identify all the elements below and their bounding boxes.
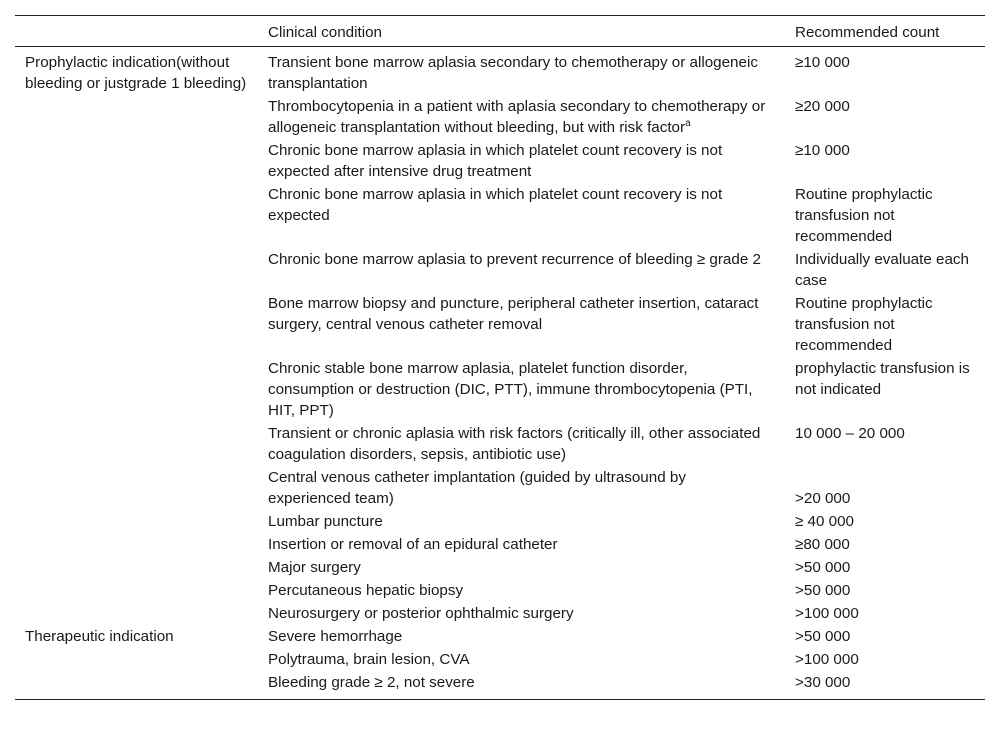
group-cell-empty	[15, 649, 268, 672]
recommended-count-cell: >100 000	[795, 651, 859, 668]
clinical-condition-cell: Transient or chronic aplasia with risk factors (critically ill, other associated coagulation disorders, sepsis, antibiotic use)	[268, 425, 761, 463]
group-cell-empty	[15, 249, 268, 293]
recommended-count-cell: >50 000	[795, 559, 851, 576]
clinical-condition-cell: Bone marrow biopsy and puncture, peripheral catheter insertion, cataract surgery, central venous catheter removal	[268, 295, 759, 333]
group-cell-empty	[15, 672, 268, 700]
clinical-condition-cell: Bleeding grade ≥ 2, not severe	[268, 672, 795, 700]
condition-text: Thrombocytopenia in a patient with aplasia secondary to chemotherapy or allogeneic transplantation without bleeding, but with risk factor	[268, 98, 766, 136]
header-group	[15, 16, 268, 47]
clinical-condition-cell: Chronic stable bone marrow aplasia, platelet function disorder, consumption or destruction (DIC, PTT), immune thrombocytopenia (PTI, HIT, PPT)	[268, 360, 753, 419]
clinical-condition-cell: Chronic bone marrow aplasia to prevent recurrence of bleeding ≥ grade 2	[268, 251, 761, 268]
table-row	[15, 511, 985, 534]
group-cell-empty	[15, 184, 268, 249]
table-row	[15, 672, 985, 700]
table-row	[15, 249, 985, 293]
table-row	[15, 603, 985, 626]
recommended-count-cell: Routine prophylactic transfusion not recommended	[795, 186, 933, 245]
recommended-count-cell: >50 000	[795, 628, 851, 645]
group-cell-empty	[15, 358, 268, 423]
header-clinical-condition: Clinical condition	[268, 16, 795, 47]
table-row	[15, 580, 985, 603]
table-row	[15, 626, 985, 649]
clinical-condition-cell: Chronic bone marrow aplasia in which platelet count recovery is not expected	[268, 186, 723, 224]
recommended-count-cell: >100 000	[795, 605, 859, 622]
recommended-count-cell: >50 000	[795, 582, 851, 599]
group-cell-empty	[15, 603, 268, 626]
table-row	[15, 293, 985, 358]
footnote-marker: a	[685, 117, 691, 129]
table-row	[15, 467, 985, 511]
table-body	[15, 47, 985, 700]
group-cell-empty	[15, 557, 268, 580]
recommended-count-cell: >30 000	[795, 672, 985, 700]
platelet-transfusion-table	[15, 15, 985, 700]
group-label-prophylactic: Prophylactic indication(without bleeding or justgrade 1 bleeding)	[25, 54, 247, 92]
table-row	[15, 557, 985, 580]
table-row	[15, 96, 985, 140]
clinical-condition-cell: Polytrauma, brain lesion, CVA	[268, 651, 470, 668]
clinical-condition-cell: Percutaneous hepatic biopsy	[268, 582, 464, 599]
group-cell-empty	[15, 140, 268, 184]
recommended-count-cell: Individually evaluate each case	[795, 251, 969, 289]
recommended-count-cell: 10 000 – 20 000	[795, 425, 905, 442]
header-row	[15, 16, 985, 47]
platelet-transfusion-table-container	[15, 15, 985, 700]
table-row	[15, 47, 985, 97]
recommended-count-cell: Routine prophylactic transfusion not recommended	[795, 295, 933, 354]
group-cell-empty	[15, 96, 268, 140]
table-header	[15, 16, 985, 47]
clinical-condition-cell: Insertion or removal of an epidural catheter	[268, 536, 558, 553]
table-row	[15, 358, 985, 423]
recommended-count-cell: ≥10 000	[795, 142, 850, 159]
group-cell-empty	[15, 423, 268, 467]
recommended-count-cell: prophylactic transfusion is not indicated	[795, 360, 970, 398]
group-cell-empty	[15, 511, 268, 534]
clinical-condition-cell: Major surgery	[268, 559, 361, 576]
clinical-condition-cell: Lumbar puncture	[268, 513, 383, 530]
clinical-condition-cell	[268, 96, 795, 140]
group-label-therapeutic: Therapeutic indication	[25, 628, 174, 645]
group-cell-empty	[15, 534, 268, 557]
group-cell-empty	[15, 467, 268, 511]
clinical-condition-cell: Transient bone marrow aplasia secondary to chemotherapy or allogeneic transplantation	[268, 54, 758, 92]
table-row	[15, 649, 985, 672]
recommended-count-cell: ≥10 000	[795, 54, 850, 71]
table-row	[15, 534, 985, 557]
table-row	[15, 184, 985, 249]
recommended-count-cell: ≥ 40 000	[795, 513, 855, 530]
recommended-count-cell	[795, 467, 985, 511]
recommended-count-cell: ≥80 000	[795, 536, 850, 553]
header-recommended-count: Recommended count	[795, 16, 985, 47]
table-row	[15, 140, 985, 184]
clinical-condition-cell: Severe hemorrhage	[268, 628, 403, 645]
clinical-condition-cell: Central venous catheter implantation (guided by ultrasound by experienced team)	[268, 469, 686, 507]
count-text: >20 000	[795, 490, 851, 507]
clinical-condition-cell: Chronic bone marrow aplasia in which platelet count recovery is not expected after intensive drug treatment	[268, 142, 723, 180]
table-row	[15, 423, 985, 467]
clinical-condition-cell: Neurosurgery or posterior ophthalmic surgery	[268, 605, 574, 622]
group-cell-empty	[15, 293, 268, 358]
group-cell-empty	[15, 580, 268, 603]
recommended-count-cell: ≥20 000	[795, 98, 850, 115]
